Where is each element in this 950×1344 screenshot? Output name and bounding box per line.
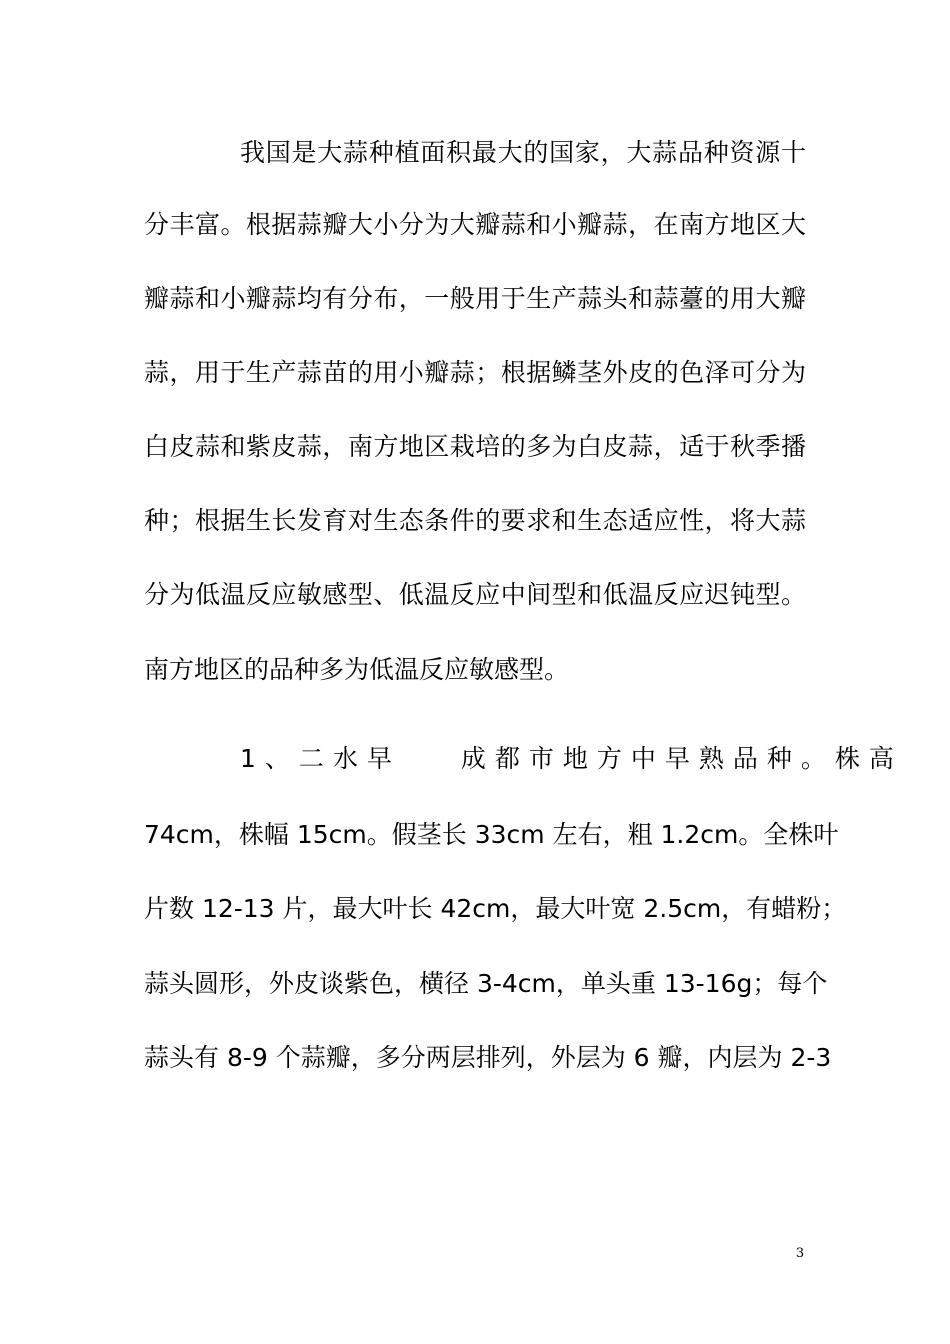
page-number: 3	[795, 1246, 805, 1261]
paragraph-1-line-3: 瓣蒜和小瓣蒜均有分布，一般用于生产蒜头和蒜薹的用大瓣	[144, 284, 806, 313]
paragraph-2-line-1: 74cm，株幅 15cm。假茎长 33cm 左右，粗 1.2cm。全株叶	[144, 820, 839, 849]
variety-heading-line	[240, 742, 903, 776]
variety-heading-description: 成都市地方中早熟品种。株高	[460, 744, 903, 773]
paragraph-1-line-1: 我国是大蒜种植面积最大的国家，大蒜品种资源十	[240, 138, 806, 167]
paragraph-1-line-6: 种；根据生长发育对生态条件的要求和生态适应性，将大蒜	[144, 506, 806, 535]
paragraph-1-line-2: 分丰富。根据蒜瓣大小分为大瓣蒜和小瓣蒜，在南方地区大	[144, 210, 806, 239]
paragraph-2-line-3: 蒜头圆形，外皮谈紫色，横径 3-4cm，单头重 13-16g；每个	[144, 969, 828, 998]
paragraph-1-line-7: 分为低温反应敏感型、低温反应中间型和低温反应迟钝型。	[144, 580, 806, 609]
paragraph-2-line-2: 片数 12-13 片，最大叶长 42cm，最大叶宽 2.5cm，有蜡粉；	[144, 894, 847, 923]
paragraph-2-line-4: 蒜头有 8-9 个蒜瓣，多分两层排列，外层为 6 瓣，内层为 2-3	[144, 1043, 832, 1072]
paragraph-1-line-4: 蒜，用于生产蒜苗的用小瓣蒜；根据鳞茎外皮的色泽可分为	[144, 358, 806, 387]
variety-heading: 1、二水早	[240, 744, 401, 773]
paragraph-1-line-5: 白皮蒜和紫皮蒜，南方地区栽培的多为白皮蒜，适于秋季播	[144, 432, 806, 461]
paragraph-1-line-8: 南方地区的品种多为低温反应敏感型。	[144, 655, 570, 684]
